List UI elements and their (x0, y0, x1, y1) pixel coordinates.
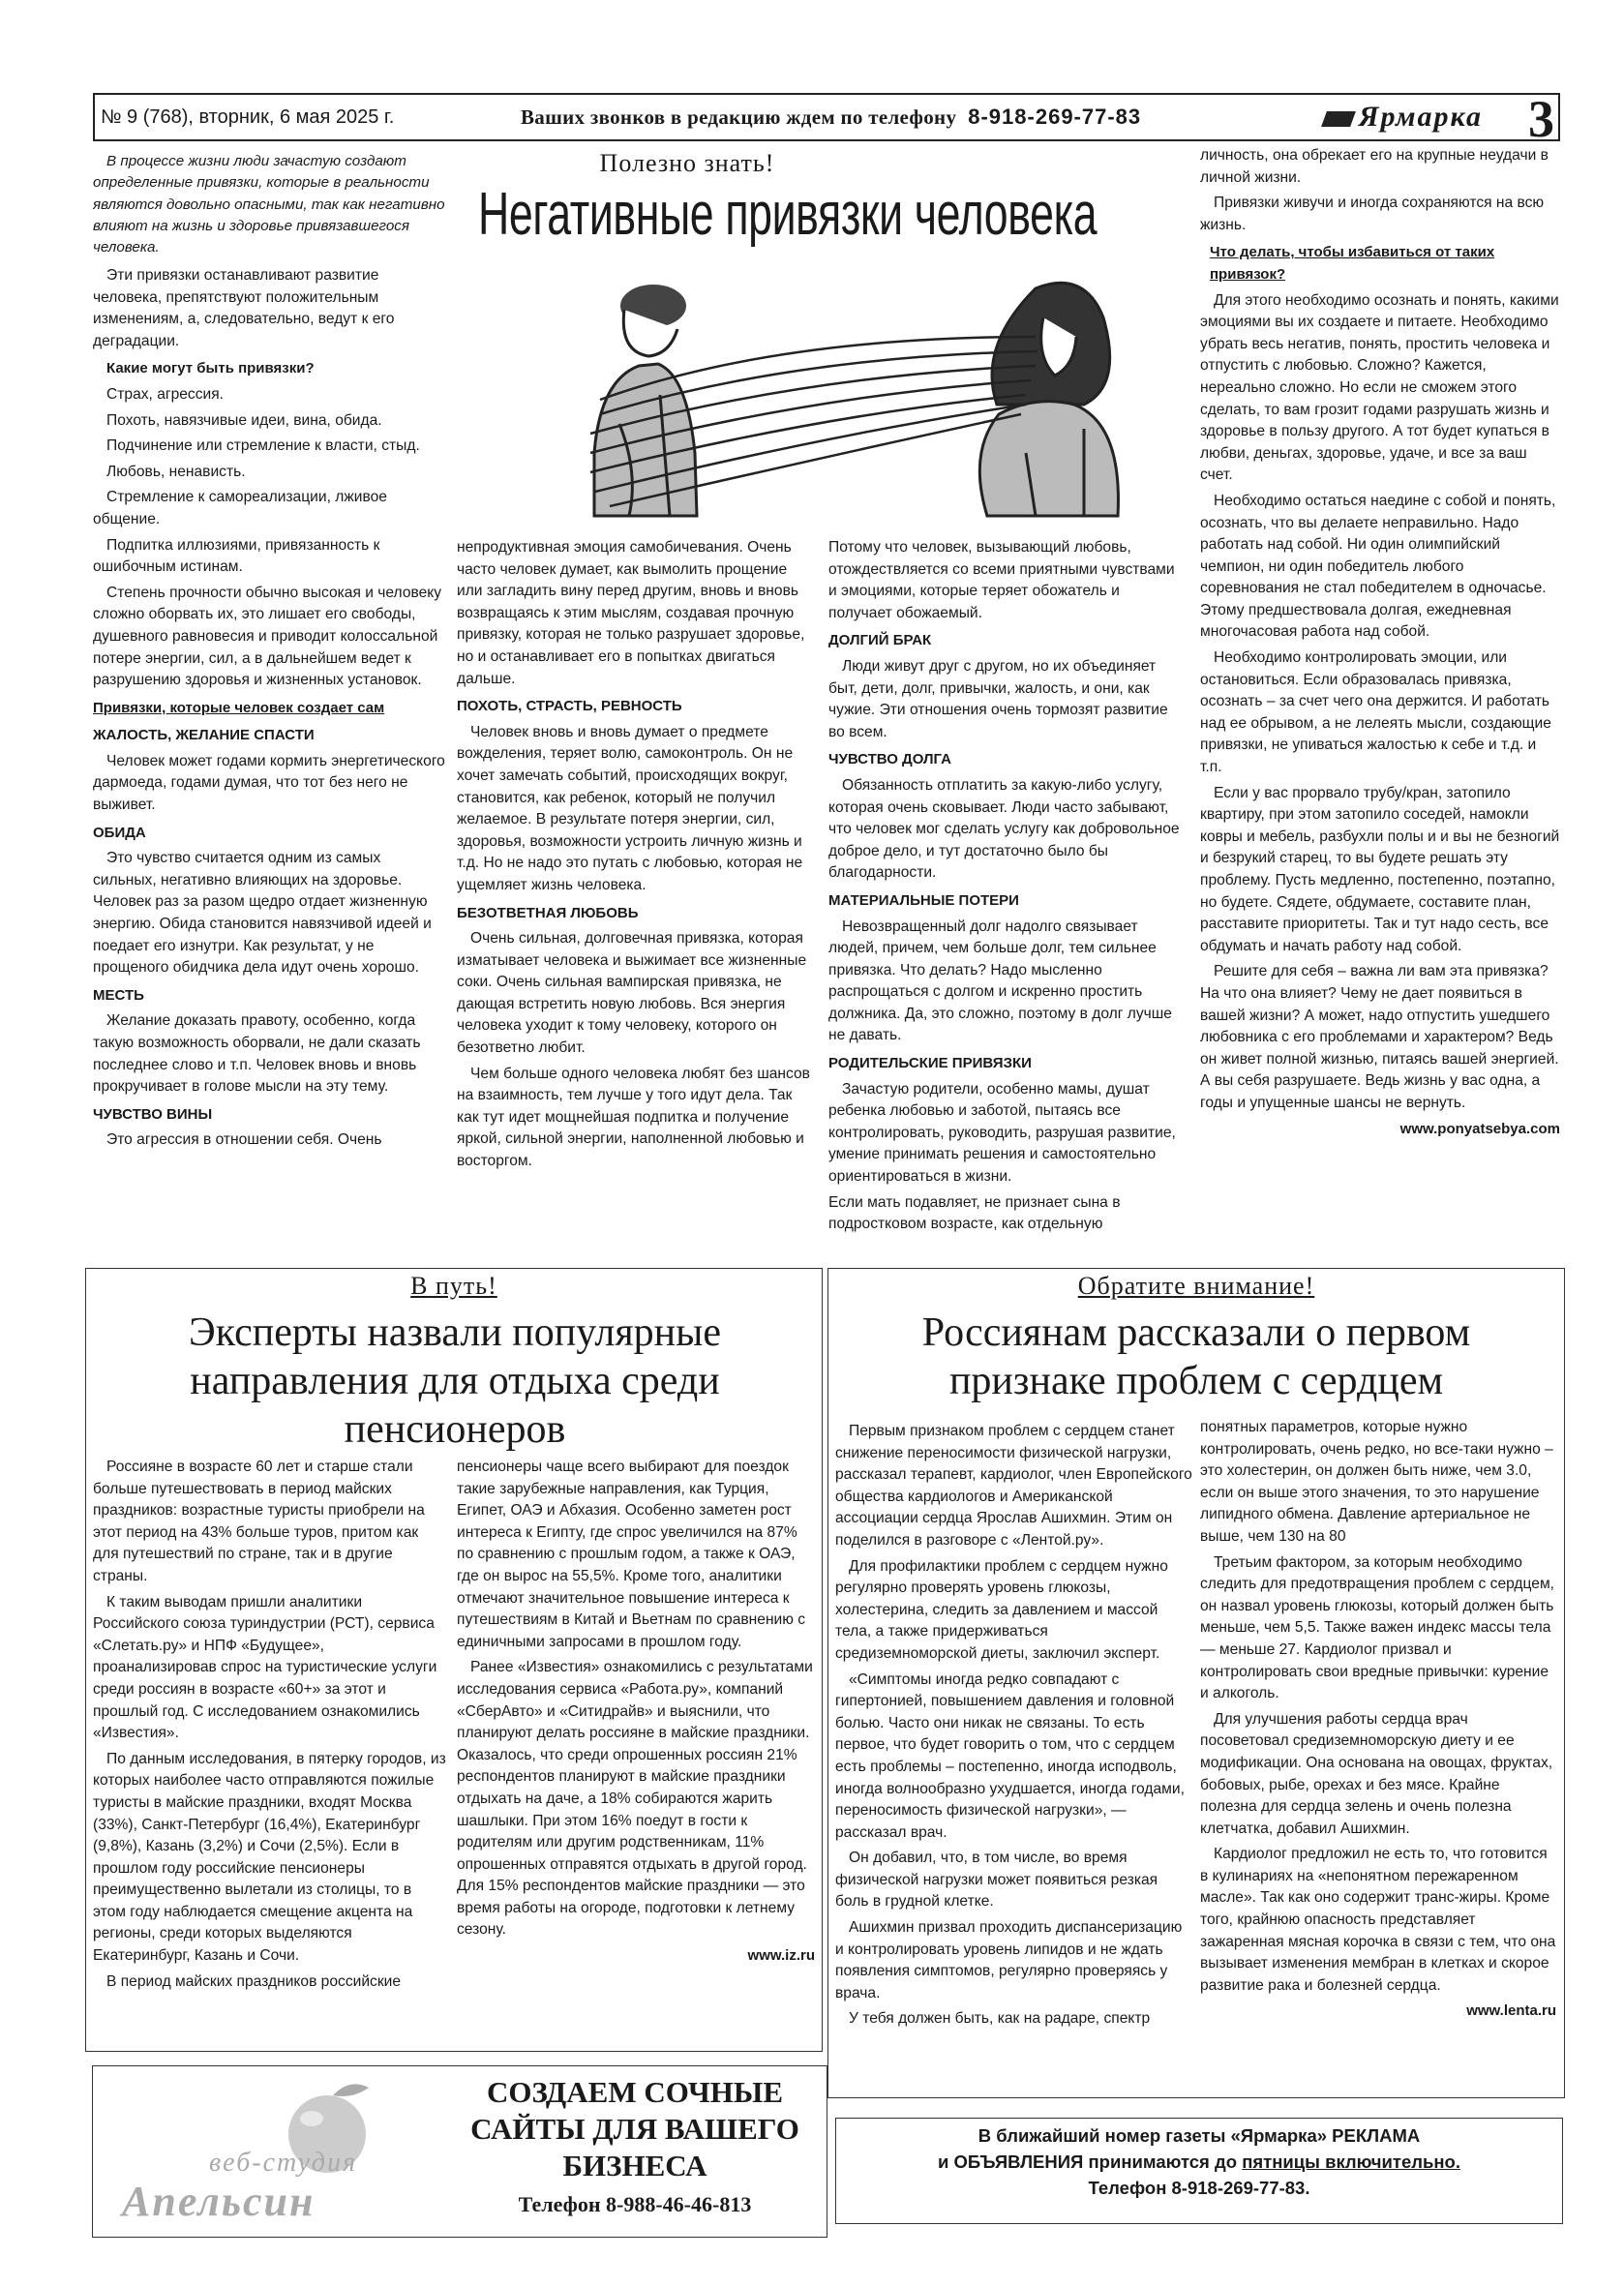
paragraph: Если у вас прорвало трубу/кран, затопило квартиру, при этом затопило соседей, намокли ковры и мебель, разбухли полы и и вы не безногий и безрукий старец, то вы будете решать эту проблему. Пусть медленно, постепенно, поэтапно, но будете. Сядете, обдумаете, составите план, расставите приоритеты. Так и тут надо сесть, все обдумать и начать работу над собой. (1200, 784, 1560, 954)
notice-line: Телефон 8-918-269-77-83. (1088, 2178, 1310, 2198)
paragraph: Он добавил, что, в том числе, во время физической нагрузки может появиться резкая боль в грудной клетке. (835, 1850, 1158, 1911)
paragraph: К таким выводам пришли аналитики Российского союза туриндустрии (РСТ), сервиса «Слетать.ру» и НПФ «Будущее», проанализировав спрос на туристические услуги среди россиян в возрасте «60+» за этот и прошлый год. С исследованием ознакомились «Известия». (93, 1593, 437, 1742)
ad-title: СОЗДАЕМ СОЧНЫЕ САЙТЫ ДЛЯ ВАШЕГО БИЗНЕСА (470, 2075, 799, 2182)
article3-rubric (827, 1272, 1565, 1301)
logo-name: Апельсин (122, 2178, 316, 2225)
article1-column-1 (93, 265, 446, 1156)
paragraph: Россияне в возрасте 60 лет и старше стали больше путешествовать в период майских праздников: возрастные туристы приобрели на этот период на 43% больше туров, притом как для путешествий по стране, так и в другие страны. (93, 1459, 425, 1584)
source-link[interactable]: www.ponyatsebya.com (1399, 1120, 1560, 1137)
subheading: ДОЛГИЙ БРАК (828, 632, 932, 649)
article3-column-1 (835, 1421, 1193, 2034)
article1-rubric: Полезно знать! (599, 149, 775, 177)
paragraph: Это агрессия в отношении себя. Очень (106, 1131, 382, 1149)
brand-mark-icon (1321, 111, 1356, 127)
paragraph: В период майских праздников российские (106, 1972, 402, 1990)
notice-line (836, 2149, 1562, 2175)
paragraph: Ашихмин призвал проходить диспансеризацию и контролировать уровень липидов и не ждать появления симптомов, регулярно проверяясь у врача. (835, 1919, 1183, 2001)
paragraph: Необходимо контролировать эмоции, или остановиться. Если образовалась привязка, осознать – за счет чего она держится. И работать над ее обрывом, а не лелеять мысли, создающие привязки, не упиваться жалостью к себе и т.д. и т.п. (1200, 649, 1551, 776)
article1-illustration (581, 259, 1181, 519)
paragraph: «Симптомы иногда редко совпадают с гипертонией, повышением давления и головной болью. Часто они никак не связаны. То есть первое, что будет говорить о том, что с сердцем есть проблемы – постепенно, иногда исподволь, иногда волнообразно ухудшается, иногда годами, переносимость физической нагрузки», — рассказал врач. (835, 1670, 1185, 1841)
list-item: Страх, агрессия. (106, 385, 224, 403)
subheading: ОБИДА (93, 824, 146, 841)
paragraph: Кардиолог предложил не есть то, что готовится в кулинариях на «непонятном пережаренном масле». Так как оно содержит транс-жиры. Кроме того, крайнюю опасность представляет зажаренная мясная корочка в связи с тем, что она вызывает изменения мембран в клетках и скорое развитие рака и болезней сердца. (1200, 1846, 1556, 1994)
subheading: Что делать, чтобы избавиться от таких привязок? (1210, 244, 1495, 283)
paragraph: Очень сильная, долговечная привязка, которая изматывает человека и выжимает все жизненные соки. Очень сильная вампирская привязка, не дающая встретить новую любовь. Вся энергия человека уходит к тому человеку, которого он безответно любит. (457, 930, 807, 1057)
notice-text: и ОБЪЯВЛЕНИЯ принимаются до (938, 2152, 1238, 2172)
paragraph: Это чувство считается одним из самых сильных, негативно влияющих на здоровье. Человек раз за разом щедро отдает жизненную энергию. Обида становится навязчивой идеей и поедает его изнутри. Как результат, у не прощеного обидчика дела идут очень хорошо. (93, 850, 432, 977)
paragraph: Для улучшения работы сердца врач посоветовал средиземноморскую диету и ее модификации. Она основана на овощах, фруктах, бобовых, рыбе, орехах и без мясе. Крайне полезна для сердца зелень и очень полезна клетчатка, добавил Ашихмин. (1200, 1710, 1553, 1837)
rubric-text: Обратите внимание! (1077, 1272, 1315, 1300)
subheading: ПОХОТЬ, СТРАСТЬ, РЕВНОСТЬ (457, 698, 682, 715)
subheading: РОДИТЕЛЬСКИЕ ПРИВЯЗКИ (828, 1055, 1032, 1072)
paragraph: Привязки живучи и иногда сохраняются на всю жизнь. (1200, 195, 1545, 233)
subheading: МЕСТЬ (93, 986, 144, 1004)
paragraph: Если мать подавляет, не признает сына в подростковом возрасте, как отдельную (828, 1193, 1121, 1233)
article2-rubric (85, 1272, 823, 1301)
paragraph: Люди живут друг с другом, но их объединяет быт, дети, долг, привычки, жалость, и они, как чужие. Эти отношения очень тормозят развитие во всем. (828, 657, 1168, 740)
article1-lead: В процессе жизни люди зачастую создают определенные привязки, которые в реальности являются довольно опасными, так как негативно влияют на жизнь и здоровье привязавшегося человека. (93, 153, 445, 256)
paragraph: Чем больше одного человека любят без шансов на взаимность, тем лучше у того идут дела. Так как тут идет мощнейшая подпитка и получение яркой, сильной энергии, наполненной любовью и восторгом. (457, 1065, 810, 1170)
paragraph: непродуктивная эмоция самобичевания. Очень часто человек думает, как вымолить прощение или загладить вину перед другим, вновь и вновь возвращаясь к этим мыслям, создавая прочную привязку, которая не только разрушает здоровье, но и останавливает его в попытках двигаться дальше. (457, 539, 805, 687)
list-item: Похоть, навязчивые идеи, вина, обида. (106, 411, 382, 429)
list-item: Стремление к самореализации, лживое общение. (93, 489, 387, 527)
brand-name: Ярмарка (1358, 101, 1483, 133)
subheading: ЧУВСТВО ДОЛГА (828, 751, 951, 768)
list-item: Любовь, ненависть. (106, 463, 246, 480)
rubric-text: В путь! (410, 1272, 497, 1300)
paragraph: Невозвращенный долг надолго связывает людей, причем, чем больше долг, тем сильнее привязка. Что делать? Надо мысленно распрощаться с долгом и искренно простить должника. Да, это сложно, поэтому в долг лучше не давать. (828, 918, 1172, 1044)
paragraph: Для профилактики проблем с сердцем нужно регулярно проверять уровень глюкозы, холестерина, следить за давлением и массой тела, а также придерживаться средиземноморской диеты, заключил эксперт. (835, 1557, 1168, 1662)
paragraph: Третьим фактором, за которым необходимо следить для предотвращения проблем с сердцем, он назвал уровень глюкозы, который должен быть меньше, чем 5,5. Также важен индекс массы тела — меньше 27. Кардиолог призвал и контролировать свои вредные привычки: курение и алкоголь. (1200, 1553, 1555, 1702)
paragraph: По данным исследования, в пятерку городов, из которых наиболее часто отправляются пожилые туристы в майские праздники, входят Москва (33%), Санкт-Петербург (16,4%), Екатеринбург (9,8%), Казань (3,2%) и Сочи (2,5%). Если в прошлом году российские пенсионеры преимущественно вылетали из столицы, то в этом году наблюдается смещение акцента на регионы, среди которых выделяются Екатеринбург, Казань и Сочи. (93, 1750, 446, 1965)
calls-text: Ваших звонков в редакцию ждем по телефону (521, 105, 957, 129)
subheading: Привязки, которые человек создает сам (93, 699, 385, 716)
paragraph: Зачастую родители, особенно мамы, душат ребенка любовью и заботой, пытаясь все контролировать, руководить, разрушая развитие, умение принимать решения и самостоятельно ориентироваться в жизни. (828, 1080, 1176, 1186)
paragraph: Необходимо остаться наедине с собой и понять, осознать, что вы делаете неправильно. Надо работать над собой. Ни один олимпийский чемпион, ни один победитель любого соревнования не стал победителем в одночасье. Этому предшествовала долгая, ежедневная многочасовая работа над собой. (1200, 492, 1556, 641)
paragraph: Потому что человек, вызывающий любовь, отождествляется со всеми приятными чувствами и эмоциями, которые теряет обожатель и получает обожаемый. (828, 539, 1175, 621)
article1-column-3 (828, 537, 1187, 1240)
article2-column-2 (457, 1457, 815, 1968)
notice-deadline: пятницы включительно. (1242, 2152, 1460, 2172)
subheading: ЖАЛОСТЬ, ЖЕЛАНИЕ СПАСТИ (93, 727, 315, 744)
subheading: ЧУВСТВО ВИНЫ (93, 1105, 213, 1123)
notice-line: В ближайший номер газеты «Ярмарка» РЕКЛАМА (977, 2125, 1421, 2146)
paragraph: Первым признаком проблем с сердцем станет снижение переносимости физической нагрузки, рассказал терапевт, кардиолог, член Европейского общества кардиологов и Американской ассоциации сердца Ярослав Ашихмин. Этим он поделился в разговоре с «Лентой.ру». (835, 1423, 1192, 1549)
article3-title: Россиянам рассказали о первом признаке проблем с сердцем (921, 1310, 1471, 1403)
ad-notice (835, 2118, 1563, 2224)
article1-title: Негативные привязки человека (478, 181, 1098, 248)
page-header (93, 90, 1560, 148)
article1-column-4 (1200, 145, 1560, 1140)
subheading: БЕЗОТВЕТНАЯ ЛЮБОВЬ (457, 904, 639, 921)
paragraph: Эти привязки останавливают развитие человека, препятствуют положительным изменениям, а, следовательно, ведут к его деградации. (93, 267, 395, 349)
ad-phone: Телефон 8-988-46-46-813 (518, 2192, 752, 2216)
article2-column-1 (93, 1457, 446, 1997)
paragraph: Обязанность отплатить за какую-либо услугу, которая очень сковывает. Люди часто забывают, что человек мог сделать услугу как добровольное доброе дело, и тут достаточно было бы благодарности. (828, 776, 1180, 882)
man-figure (594, 285, 697, 516)
paragraph: У тебя должен быть, как на радаре, спектр (849, 2010, 1151, 2028)
advertisement-web-studio[interactable] (92, 2065, 827, 2238)
paragraph: Человек может годами кормить энергетического дармоеда, годами думая, что тот без него не выживет. (93, 752, 445, 814)
page-number: 3 (1528, 90, 1554, 148)
logo-caption: веб-студия (209, 2148, 358, 2178)
source-link[interactable]: www.lenta.ru (1466, 2002, 1556, 2020)
paragraph: личность, она обрекает его на крупные неудачи в личной жизни. (1200, 147, 1549, 186)
paragraph: Человек вновь и вновь думает о предмете вожделения, теряет волю, самоконтроль. Он не хочет замечать событий, происходящих вокруг, становится, как ребенок, который не получил желаемое. В результате потеря энергии, сил, здоровья, возможности устроить личную жизнь и т.д. Но не надо это путать с любовью, которая не ущемляет жизнь человека. (457, 723, 803, 893)
issue-info: № 9 (768), вторник, 6 мая 2025 г. (101, 105, 395, 128)
list-item: Подчинение или стремление к власти, стыд. (106, 437, 420, 455)
paragraph: Для этого необходимо осознать и понять, какими эмоциями вы их создаете и питаете. Необходимо убрать весь негатив, понять, простить человека и отпустить с любовью. Сложно? Кажется, нереально сложно. Но если не сможем этого сделать, то вам грозит годами разрушать жизнь и здоровье в пользу другого. А тот будет купаться в любви, деньгах, здоровье, удаче, и все за ваш счет. (1200, 291, 1559, 484)
editorial-phone: 8-918-269-77-83 (968, 105, 1142, 129)
woman-figure (979, 283, 1118, 516)
paragraph: Ранее «Известия» ознакомились с результатами исследования сервиса «Работа.ру», компаний «СберАвто» и «Ситидрайв» и выяснили, что планируют делать россияне в майские праздники. Оказалось, что среди опрошенных россиян 21% респондентов планируют в майские праздники отдыхать на даче, а 18% собираются жарить шашлыки. При этом 16% поедут в гости к родителям или другим родственникам, 11% опрошенных отправятся отдыхать в другой город. Для 15% респондентов майские праздники — это время работы на огороде, подготовки к летнему сезону. (457, 1659, 813, 1939)
newspaper-brand (1324, 101, 1483, 134)
subheading: Какие могут быть привязки? (106, 360, 315, 377)
article1-column-2 (457, 537, 815, 1177)
source-link[interactable]: www.iz.ru (747, 1947, 815, 1965)
article3-column-2 (1200, 1417, 1556, 2023)
subheading: МАТЕРИАЛЬНЫЕ ПОТЕРИ (828, 891, 1019, 909)
paragraph: пенсионеры чаще всего выбирают для поездок такие зарубежные направления, как Турция, Египет, ОАЭ и Абхазия. Особенно заметен рост интереса к Египту, где спрос увеличился на 87% по сравнению с прошлым годом, а также к ОАЭ, где он вырос на 55,5%. Кроме того, аналитики отмечают значительное повышение интереса к путешествиям в Китай и Вьетнам по сравнению с единичными запросами в прошлом году. (457, 1459, 806, 1650)
list-item: Подпитка иллюзиями, привязанность к ошибочным истинам. (93, 536, 380, 576)
article2-title: Эксперты назвали популярные направления для отдыха среди пенсионеров (188, 1310, 722, 1452)
paragraph: Желание доказать правоту, особенно, когда такую возможность оборвали, не дали сказать последнее слово и т.п. Человек вновь и вновь прокручивает в голове мысли на эту тему. (93, 1012, 421, 1096)
paragraph: понятных параметров, которые нужно контролировать, очень редко, но все-таки нужно – это холестерин, он должен быть ниже, чем 3.0, если он выше этого значения, то это нарушение липидного обмена. Давление артериальное не выше, чем 130 на 80 (1200, 1419, 1553, 1545)
paragraph: Степень прочности обычно высокая и человеку сложно оборвать их, это лишает его свободы, душевного равновесия и приводит колоссальной потере энергии, сил, а в дальнейшем ведет к разрушению здоровья и жизненных установок. (93, 584, 442, 689)
paragraph: Решите для себя – важна ли вам эта привязка? На что она влияет? Чему не дает появиться в вашей жизни? А может, надо отпустить ушедшего любовника с его проблемами и характером? Ведь он живет полной жизнью, питаясь вашей энергией. А вы себя разрушаете. Ведь жизнь у вас одна, а годы и упущенные шансы не вернуть. (1200, 963, 1559, 1111)
